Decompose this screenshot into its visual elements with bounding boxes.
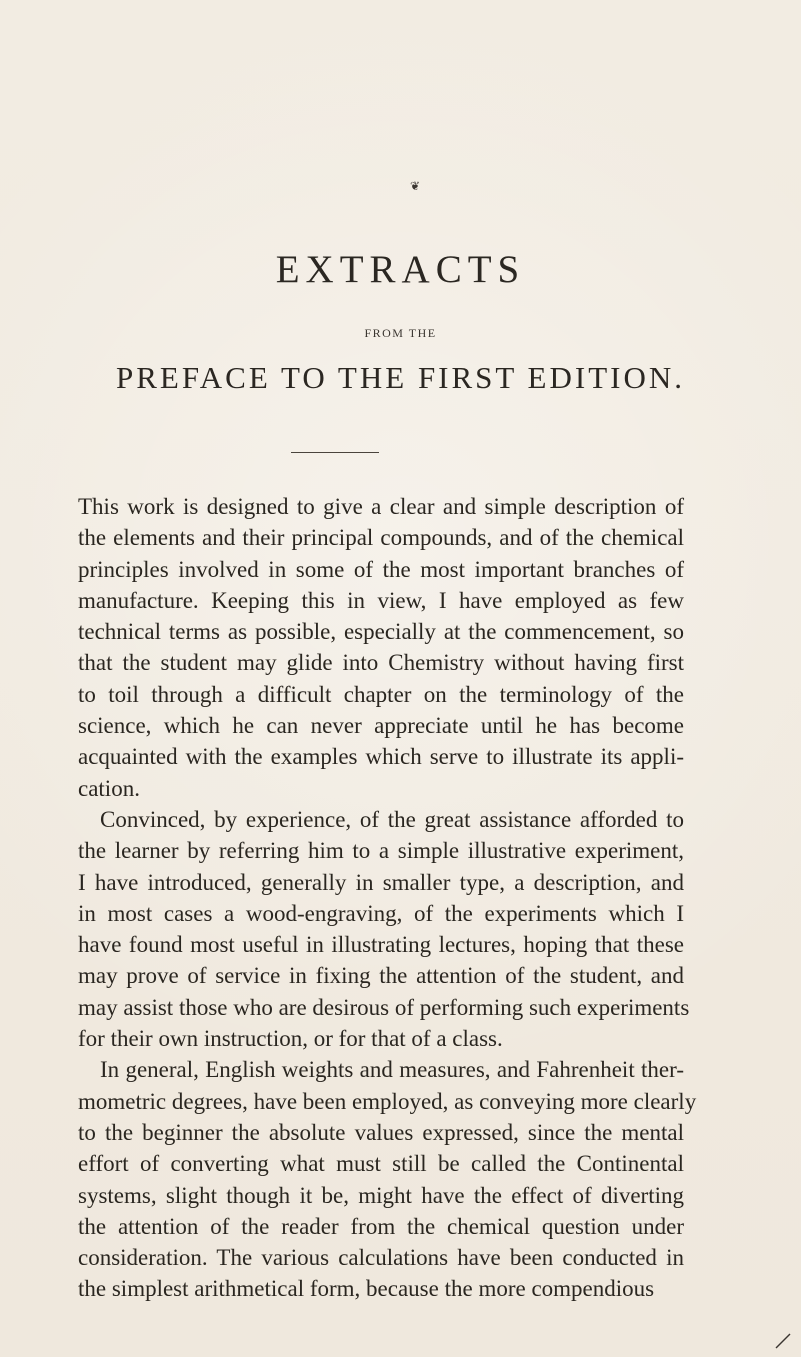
text-line: principles involved in some of the most important branches of (78, 556, 684, 582)
document-subtitle: PREFACE TO THE FIRST EDITION. (116, 360, 685, 395)
paragraph (78, 804, 690, 1054)
text-line: the attention of the reader from the chemical question under (78, 1213, 684, 1239)
text-line: for their own instruction, or for that of a class. (78, 1026, 503, 1052)
text-line: cation. (78, 775, 140, 801)
text-line: may assist those who are desirous of performing such experiments (78, 994, 690, 1020)
text-line: consideration. The various calculations have been conducted in (78, 1245, 684, 1271)
ornament-mark: ❦ (410, 179, 421, 193)
text-line: acquainted with the examples which serve to illustrate its appli- (78, 744, 684, 770)
paragraph (78, 1054, 697, 1304)
corner-check-mark-icon (775, 1333, 791, 1349)
text-line: to the beginner the absolute values expressed, since the mental (78, 1119, 684, 1145)
text-line: to toil through a difficult chapter on the terminology of the (78, 681, 684, 707)
section-rule (291, 452, 379, 453)
text-line: This work is designed to give a clear and simple description of (78, 494, 684, 519)
text-line: the learner by referring him to a simple illustrative experiment, (78, 838, 684, 864)
text-line: mometric degrees, have been employed, as conveying more clearly (78, 1088, 697, 1114)
paragraph (78, 491, 684, 804)
text-line: systems, slight though it be, might have the effect of diverting (78, 1182, 684, 1208)
text-line: science, which he can never appreciate until he has become (78, 713, 684, 739)
text-line: technical terms as possible, especially at the commencement, so (78, 619, 684, 645)
text-line: the elements and their principal compounds, and of the chemical (78, 525, 684, 551)
text-line: manufacture. Keeping this in view, I have employed as few (78, 587, 684, 613)
text-line: have found most useful in illustrating lectures, hoping that these (78, 932, 684, 958)
text-line: that the student may glide into Chemistry without having first (78, 650, 684, 676)
title-connector: FROM THE (364, 326, 437, 340)
body-text (78, 491, 697, 1305)
text-line: the simplest arithmetical form, because the more compendious (78, 1276, 655, 1302)
text-line: in most cases a wood-engraving, of the experiments which I (78, 900, 684, 926)
text-line: In general, English weights and measures, and Fahrenheit ther- (100, 1057, 684, 1083)
text-line: Convinced, by experience, of the great assistance afforded to (100, 806, 684, 832)
text-line: may prove of service in fixing the attention of the student, and (78, 963, 684, 989)
text-line: I have introduced, generally in smaller type, a description, and (78, 869, 684, 895)
document-title: EXTRACTS (275, 248, 526, 291)
text-line: effort of converting what must still be called the Continental (78, 1151, 684, 1177)
